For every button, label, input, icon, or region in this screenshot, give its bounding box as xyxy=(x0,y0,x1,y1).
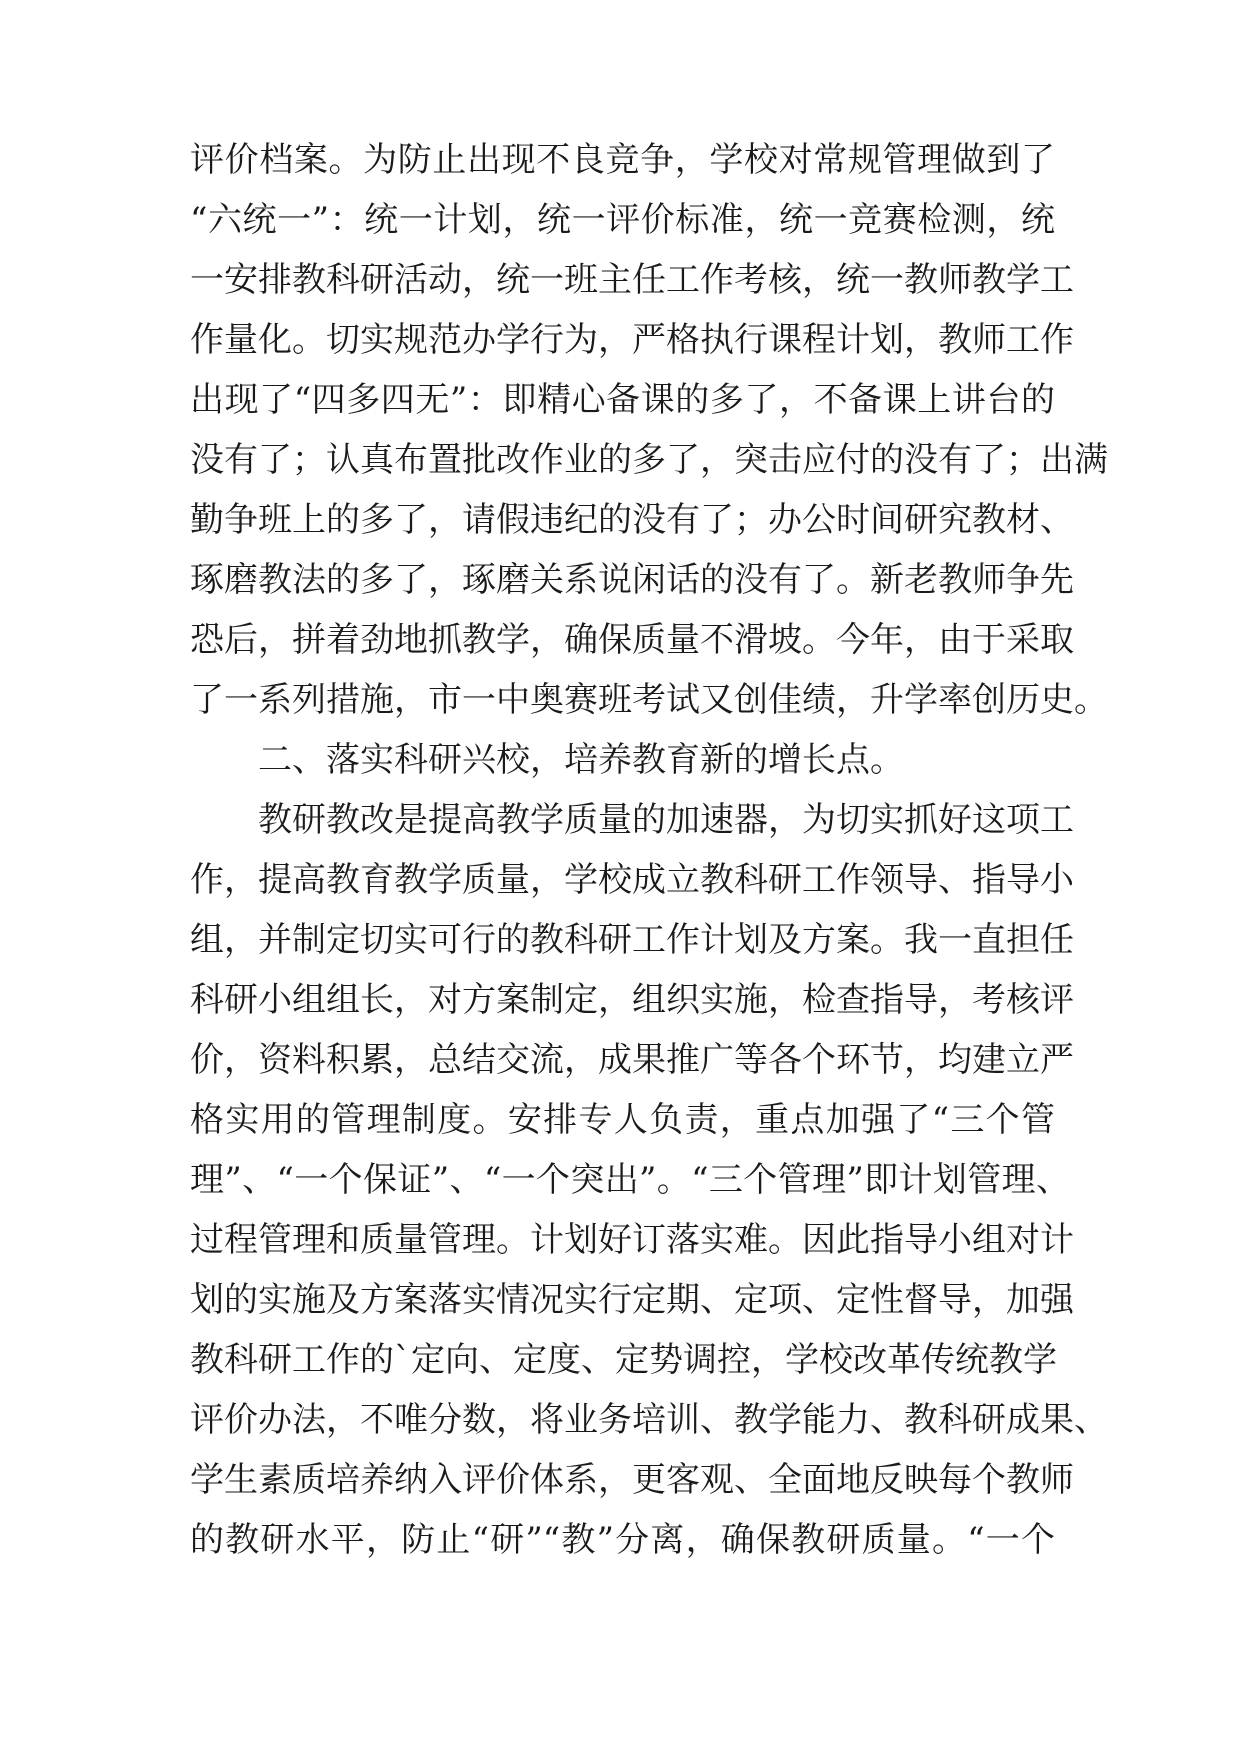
text-line: 教科研工作的`定向、定度、定势调控，学校改革传统教学 xyxy=(190,1340,1057,1380)
text-line: 评价办法，不唯分数，将业务培训、教学能力、教科研成果、 xyxy=(190,1400,1108,1440)
text-line: 理”、“一个保证”、“一个突出”。“三个管理”即计划管理、 xyxy=(190,1160,1070,1200)
text-line: 出现了“四多四无”：即精心备课的多了，不备课上讲台的 xyxy=(190,380,1055,420)
text-line: 琢磨教法的多了，琢磨关系说闲话的没有了。新老教师争先 xyxy=(190,560,1074,600)
text-line: 恐后，拼着劲地抓教学，确保质量不滑坡。今年，由于采取 xyxy=(190,620,1074,660)
text-line: 的教研水平，防止“研”“教”分离，确保教研质量。“一个 xyxy=(190,1520,1055,1560)
text-line: 了一系列措施，市一中奥赛班考试又创佳绩，升学率创历史。 xyxy=(190,680,1108,720)
text-line: 过程管理和质量管理。计划好订落实难。因此指导小组对计 xyxy=(190,1220,1074,1260)
text-line: 格实用的管理制度。安排专人负责，重点加强了“三个管 xyxy=(190,1100,1055,1140)
text-line: 学生素质培养纳入评价体系，更客观、全面地反映每个教师 xyxy=(190,1460,1074,1500)
text-line: 教研教改是提高教学质量的加速器，为切实抓好这项工 xyxy=(258,800,1074,840)
text-line: 科研小组组长，对方案制定，组织实施，检查指导，考核评 xyxy=(190,980,1074,1020)
section-heading: 二、落实科研兴校，培养教育新的增长点。 xyxy=(258,740,904,780)
text-line: 一安排教科研活动，统一班主任工作考核，统一教师教学工 xyxy=(190,260,1074,300)
text-line: 组，并制定切实可行的教科研工作计划及方案。我一直担任 xyxy=(190,920,1074,960)
text-line: 评价档案。为防止出现不良竞争，学校对常规管理做到了 xyxy=(190,140,1055,180)
text-line: 划的实施及方案落实情况实行定期、定项、定性督导，加强 xyxy=(190,1280,1074,1320)
text-line: 作量化。切实规范办学行为，严格执行课程计划，教师工作 xyxy=(190,320,1074,360)
text-line: 勤争班上的多了，请假违纪的没有了；办公时间研究教材、 xyxy=(190,500,1074,540)
text-line: 作，提高教育教学质量，学校成立教科研工作领导、指导小 xyxy=(190,860,1074,900)
text-line: 没有了；认真布置批改作业的多了，突击应付的没有了；出满 xyxy=(190,440,1108,480)
text-line: 价，资料积累，总结交流，成果推广等各个环节，均建立严 xyxy=(190,1040,1074,1080)
text-line: “六统一”：统一计划，统一评价标准，统一竞赛检测，统 xyxy=(190,200,1055,240)
